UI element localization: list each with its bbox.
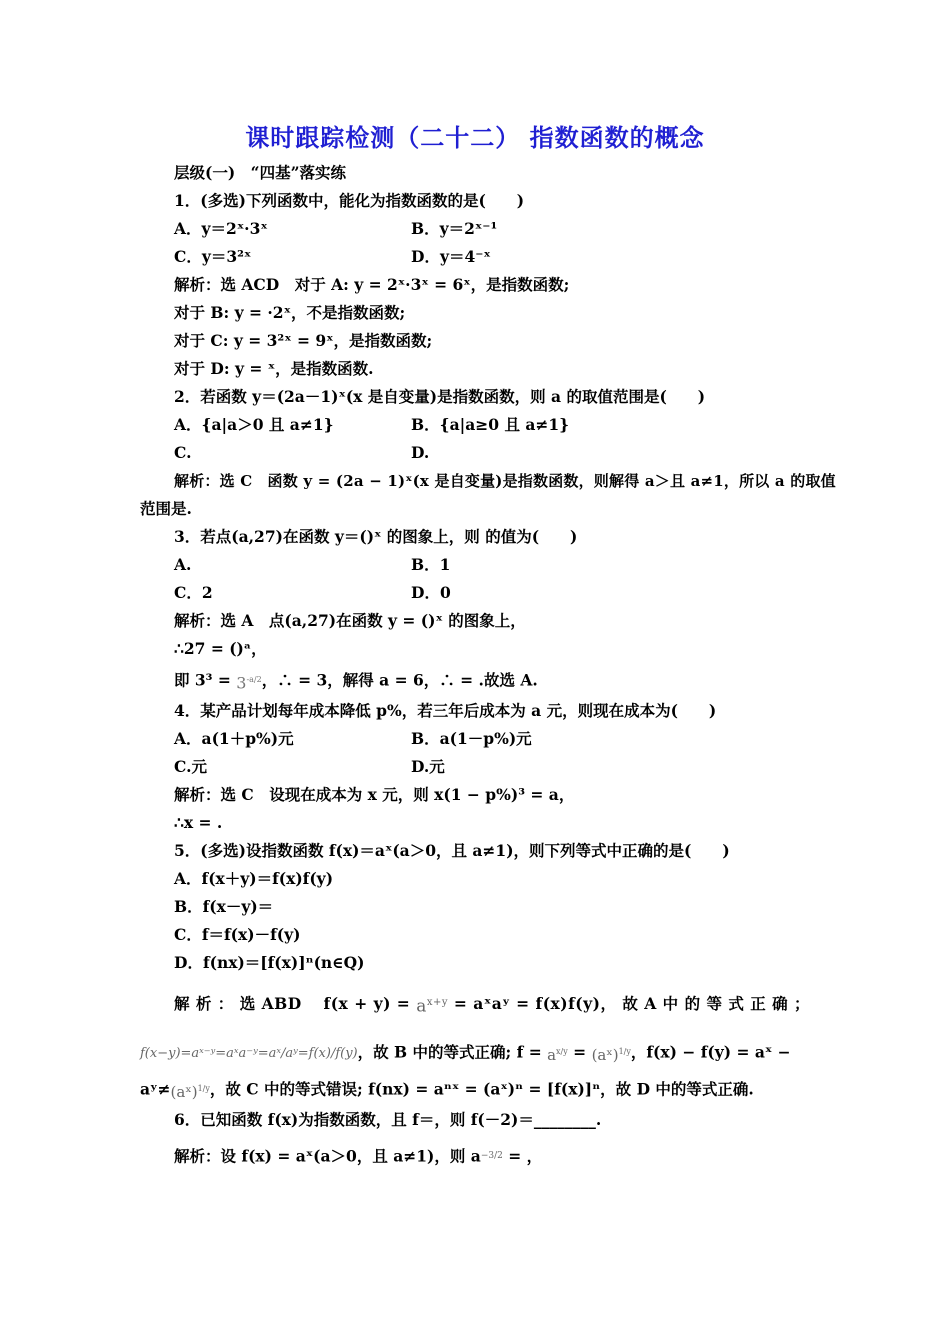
q5-solution-3-a: aʸ≠ [140, 1079, 171, 1099]
q4-option-c: C.元 [174, 757, 207, 776]
quotient-formula-image: f(x−y)=aˣ⁻ʸ=aˣa⁻ʸ=aˣ/aʸ=f(x)/f(y) [140, 1045, 358, 1061]
q3-option-b: B．1 [411, 555, 451, 574]
q5-solution-2-a: ，故 B 中的等式正确; f = [357, 1042, 548, 1062]
q3-stem: 3．若点(a,27)在函数 y＝()ˣ 的图象上，则 的值为( ) [174, 527, 578, 546]
q1-solution-3: 对于 C: y = 3²ˣ = 9ˣ，是指数函数; [174, 331, 433, 350]
q4-solution-2: ∴x = . [174, 813, 223, 832]
q3-option-a: A. [174, 555, 192, 574]
ax-pow-1-over-y-image-2: (aˣ)$^{1/y}$ [170, 1083, 210, 1101]
a-pow-minus-3-2-image: −3/2 [480, 1151, 503, 1161]
a-pow-x-plus-y-image: $a^{x+y}$ [416, 996, 449, 1017]
q1-solution-1: 解析：选 ACD 对于 A: y = 2ˣ·3ˣ = 6ˣ，是指数函数; [174, 275, 570, 294]
power-3-image: $3^{-a/2}$ [236, 673, 262, 693]
q5-solution-2-b: = [567, 1042, 592, 1062]
q5-solution-3 [140, 1079, 754, 1102]
q6-stem: 6．已知函数 f(x)为指数函数，且 f＝，则 f(－2)＝________. [174, 1110, 602, 1129]
q3-solution-1: 解析：选 A 点(a,27)在函数 y = ()ˣ 的图象上， [174, 611, 526, 630]
a-pow-x-over-y-image: $a^{x/y}$ [547, 1046, 568, 1064]
q2-option-d: D. [411, 443, 430, 462]
q3-solution-3 [174, 670, 538, 693]
q4-solution-1: 解析：选 C 设现在成本为 x 元，则 x(1 − p%)³ = a， [174, 785, 575, 804]
section-heading: 层级(一) “四基”落实练 [174, 163, 346, 182]
q1-solution-2: 对于 B: y = ·2ˣ，不是指数函数; [174, 303, 406, 322]
q4-option-b: B．a(1－p%)元 [411, 729, 532, 748]
q5-option-a: A．f(x＋y)＝f(x)f(y) [174, 869, 334, 888]
q2-solution-2: 范围是. [140, 499, 192, 518]
q3-option-d: D．0 [411, 583, 451, 602]
q5-solution-3-b: ，故 C 中的等式错误; f(nx) = aⁿˣ = (aˣ)ⁿ = [f(x)]ⁿ，故 D 中的等式正确. [209, 1079, 754, 1099]
q4-option-d: D.元 [411, 757, 445, 776]
q1-stem: 1．(多选)下列函数中，能化为指数函数的是( ) [174, 191, 525, 210]
q3-solution-3-text-a: 即 3³ = [174, 670, 237, 690]
q5-solution-1-b: = aˣaʸ = f(x)f(y)， 故 A 中 的 等 式 正 确 ； [448, 993, 811, 1013]
q4-option-a: A．a(1＋p%)元 [174, 729, 294, 748]
ax-pow-1-over-y-image: (aˣ)$^{1/y}$ [591, 1046, 631, 1064]
q5-stem: 5．(多选)设指数函数 f(x)＝aˣ(a＞0，且 a≠1)，则下列等式中正确的是( ) [174, 841, 730, 860]
q5-option-d: D．f(nx)＝[f(x)]ⁿ(n∈Q) [174, 953, 365, 972]
q5-solution-2 [140, 1042, 791, 1065]
q5-option-c: C．f＝f(x)－f(y) [174, 925, 301, 944]
q5-option-b: B．f(x－y)＝ [174, 897, 274, 916]
q6-solution-1-b: = ， [502, 1146, 543, 1166]
q1-option-a: A．y＝2ˣ·3ˣ [174, 219, 268, 238]
q5-solution-1 [174, 993, 810, 1017]
q2-stem: 2．若函数 y＝(2a－1)ˣ(x 是自变量)是指数函数，则 a 的取值范围是( ) [174, 387, 706, 406]
q6-solution-1 [174, 1146, 542, 1169]
q3-solution-2: ∴27 = ()ᵃ， [174, 639, 267, 658]
q1-option-d: D．y＝4⁻ˣ [411, 247, 491, 266]
q6-solution-1-a: 解析：设 f(x) = aˣ(a＞0，且 a≠1)，则 a [174, 1146, 481, 1166]
q1-solution-4: 对于 D: y = ˣ，是指数函数. [174, 359, 374, 378]
q5-solution-2-c: ，f(x) − f(y) = aˣ − [630, 1042, 791, 1062]
q1-option-c: C．y＝3²ˣ [174, 247, 252, 266]
q5-solution-1-a: 解 析 ： 选 ABD f(x + y) = [174, 993, 417, 1013]
q3-option-c: C．2 [174, 583, 213, 602]
page-title: 课时跟踪检测（二十二） 指数函数的概念 [245, 124, 705, 152]
q1-option-b: B．y＝2ˣ⁻¹ [411, 219, 498, 238]
q2-option-b: B．{a|a≥0 且 a≠1} [411, 415, 570, 434]
q2-solution-1: 解析：选 C 函数 y = (2a − 1)ˣ(x 是自变量)是指数函数，则解得 a＞且 a≠1，所以 a 的取值 [174, 472, 836, 490]
q2-option-c: C. [174, 443, 192, 462]
q3-solution-3-text-b: ，∴ = 3，解得 a = 6，∴ = .故选 A. [261, 670, 538, 690]
q2-option-a: A．{a|a＞0 且 a≠1} [174, 415, 334, 434]
q4-stem: 4．某产品计划每年成本降低 p%，若三年后成本为 a 元，则现在成本为( ) [174, 701, 717, 720]
